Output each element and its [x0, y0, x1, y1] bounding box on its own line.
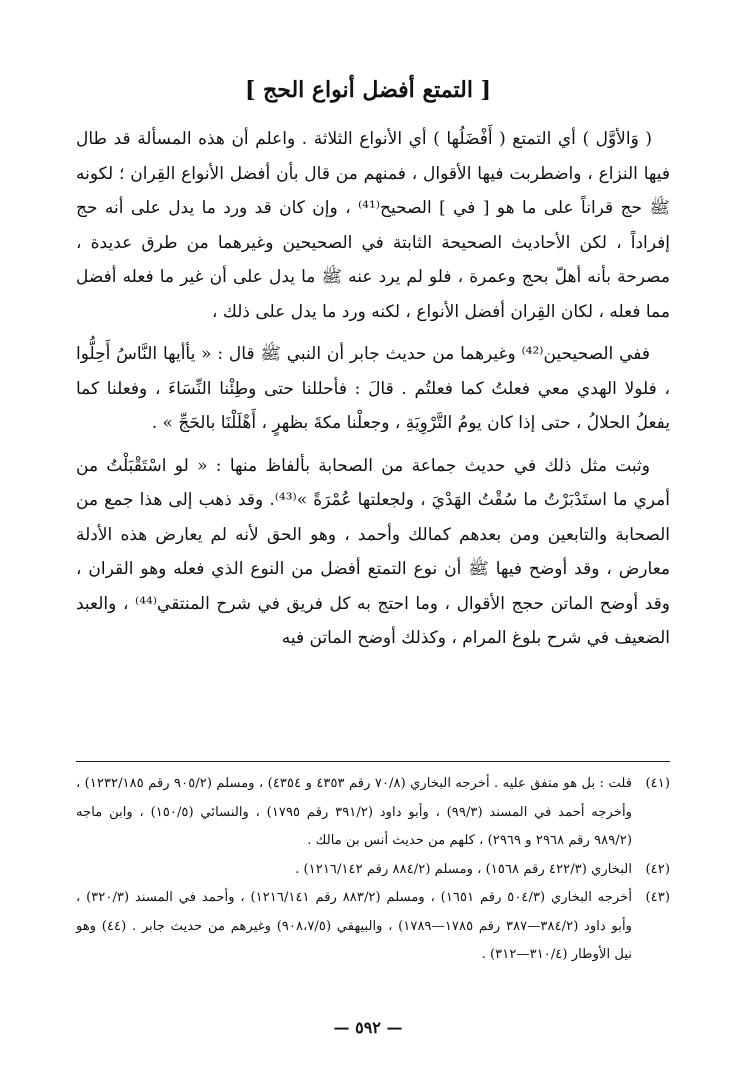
main-text — [76, 122, 670, 664]
footnote-42 — [76, 856, 670, 885]
paragraph-1: ( وَالأوَّل ) أي التمتع ( أَفْضَلُها ) أي الأنواع الثلاثة . واعلم أن هذه المسألة قد طال فيها النزاع ، واضطربت فيها الأقوال ، فمنهم من قال بأن أفضل الأنواع القِران ؛ لكونه ﷺ حج قراناً على ما هو [ في ] الصحيح⁽⁴¹⁾ ، وإن كان قد ورد ما يدل على أنه حج إفراداً ، لكن الأحاديث الصحيحة الثابتة في الصحيحين وغيرهما من طرق عديدة ، مصرحة بأنه أهلّ بحج وعمرة ، فلو لم يرد عنه ﷺ ما يدل على أن غير ما فعله أفضل مما فعله ، لكان القِران أفضل الأنواع ، لكنه ورد ما يدل على ذلك ، — [76, 129, 671, 322]
paragraph-3: وثبت مثل ذلك في حديث جماعة من الصحابة بألفاظ منها : « لو اسْتَقْبَلْتُ من أمري ما استَدْبَرْتُ ما سُقْتُ الهَدْيَ ، ولجعلتها عُمْرَةً »⁽⁴³⁾. وقد ذهب إلى هذا جمع من الصحابة والتابعين ومن بعدهم كمالك وأحمد ، وهو الحق لأنه لم يعارض هذه الأدلة معارض ، وقد أوضح فيها ﷺ أن نوع التمتع أفضل من النوع الذي فعله وهو القران ، وقد أوضح الماتن حجج الأقوال ، وما احتج به كل فريق في شرح المنتقي⁽⁴⁴⁾ ، والعبد الضعيف في شرح بلوغ المرام ، وكذلك أوضح الماتن فيه — [76, 455, 670, 648]
section-title: [ التمتع أفضل أنواع الحج ] — [244, 77, 492, 103]
footnote-divider — [76, 761, 670, 762]
paragraph-2: ففي الصحيحين⁽⁴²⁾ وغيرهما من حديث جابر أن النبي ﷺ قال : « يأأيها النَّاسُ أَحِلُّوا ، فلولا الهدي معي فعلتُ كما فعلتُم . قالَ : فأحللنا حتى وطِئْنا النِّسَاءَ ، وفعلنا كما يفعلُ الحلالُ ، حتى إذا كان يومُ التَّرْوِيَةِ ، وجعلْنا مكةَ بظهرٍ ، أَهْلَلْنَا بالحَجِّ » . — [76, 344, 670, 433]
footnotes — [76, 770, 670, 970]
footnote-number: (٤٣) — [645, 890, 670, 905]
footnote-text: أخرجه البخاري (٥٠٤/٣ رقم ١٦٥١) ، ومسلم (٨٨٣/٢ رقم ١٢١٦/١٤١) ، وأحمد في المسند (٣٢٠/٣) ، وأبو داود (٣٨٤/٢—٣٨٧ رقم ١٧٨٥—١٧٨٩) ، والبيهقي (٩٠٨،٧/٥) وغيرهم من حديث جابر . (٤٤) وهو نيل الأوطار (٣١٠/٤—٣١٢) . — [76, 890, 632, 962]
footnote-text: البخاري (٤٢٢/٣ رقم ١٥٦٨) ، ومسلم (٨٨٤/٢ رقم ١٢١٦/١٤٢) . — [295, 861, 632, 877]
page-number: — ٥٩٢ — — [333, 1018, 403, 1037]
footnote-43 — [76, 884, 670, 970]
footnote-number: (٤٢) — [645, 861, 670, 877]
footnote-41 — [76, 770, 670, 856]
footnote-text: قلت : بل هو متفق عليه . أخرجه البخاري (٧٠/٨ رقم ٤٣٥٣ و ٤٣٥٤) ، ومسلم (٩٠٥/٢ رقم ١٢٣٢/١٨٥) ، وأخرجه أحمد في المسند (٩٩/٣) ، وأبو داود (٣٩١/٢ رقم ١٧٩٥) ، والنسائي (١٥٠/٥) ، وابن ماجه (٩٨٩/٢ رقم ٢٩٦٨ و ٢٩٦٩) ، كلهم من حديث أنس بن مالك . — [76, 776, 632, 848]
footnote-number: (٤١) — [645, 776, 670, 791]
